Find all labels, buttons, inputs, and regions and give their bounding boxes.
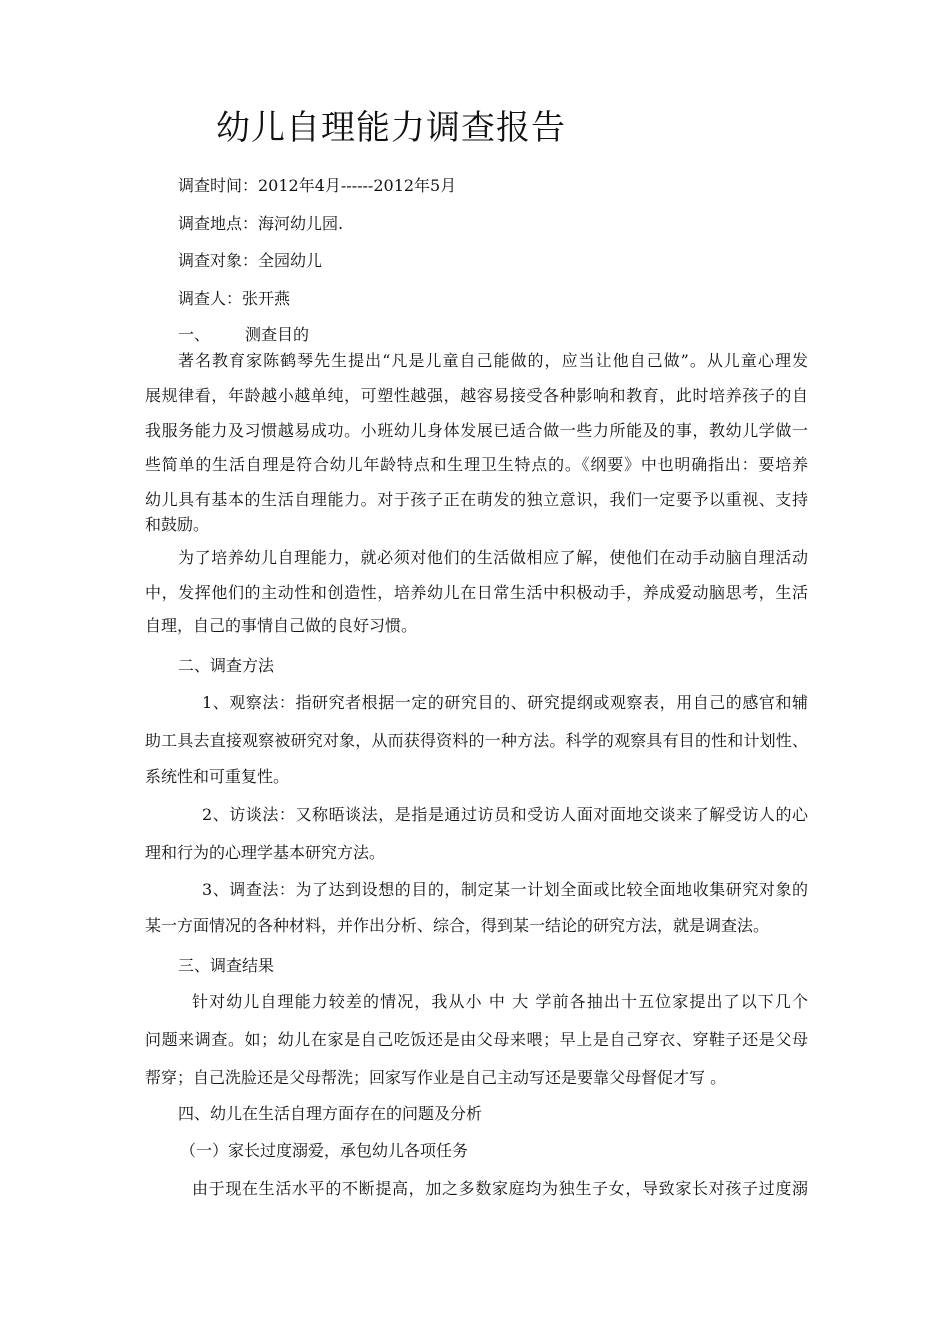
section4-subheading: （一）家长过度溺爱，承包幼儿各项任务 bbox=[180, 1141, 469, 1160]
section3-heading: 三、调查结果 bbox=[178, 956, 275, 975]
method-observation-line: 系统性和可重复性。 bbox=[145, 767, 290, 786]
section1-paragraph1-line: 我服务能力及习惯越易成功。小班幼儿身体发展已适合做一些力所能及的事，教幼儿学做一 bbox=[145, 421, 808, 440]
section1-paragraph1-line: 些简单的生活自理是符合幼儿年龄特点和生理卫生特点的。《纲要》中也明确指出：要培养 bbox=[145, 455, 808, 474]
section1-paragraph2-line: 自理，自己的事情自己做的良好习惯。 bbox=[145, 616, 418, 635]
method-interview-line: 理和行为的心理学基本研究方法。 bbox=[145, 843, 386, 862]
section3-paragraph-line: 帮穿；自己洗脸还是父母帮洗；回家写作业是自己主动写还是要靠父母督促才写 。 bbox=[145, 1068, 727, 1087]
page-title: 幼儿自理能力调查报告 bbox=[216, 108, 566, 148]
survey-subject: 调查对象：全园幼儿 bbox=[178, 251, 323, 270]
section1-paragraph1-line: 著名教育家陈鹤琴先生提出“凡是儿童自己能做的，应当让他自己做”。从儿童心理发 bbox=[178, 351, 808, 370]
method-interview-line: 2、访谈法：又称晤谈法，是指是通过访员和受访人面对面地交谈来了解受访人的心 bbox=[202, 805, 808, 824]
section1-paragraph2-line: 为了培养幼儿自理能力，就必须对他们的生活做相应了解，使他们在动手动脑自理活动 bbox=[178, 548, 808, 567]
section1-paragraph1-line: 展规律看，年龄越小越单纯，可塑性越强，越容易接受各种影响和教育，此时培养孩子的自 bbox=[145, 386, 808, 405]
section1-paragraph1-line: 幼儿具有基本的生活自理能力。对于孩子正在萌发的独立意识，我们一定要予以重视、支持 bbox=[145, 490, 808, 509]
method-observation-line: 1、观察法：指研究者根据一定的研究目的、研究提纲或观察表，用自己的感官和辅 bbox=[202, 693, 808, 712]
survey-time: 调查时间：2012年4月------2012年5月 bbox=[178, 176, 457, 195]
survey-investigator: 调查人：张开燕 bbox=[178, 289, 291, 308]
method-survey-line: 某一方面情况的各种材料，并作出分析、综合，得到某一结论的研究方法，就是调查法。 bbox=[145, 916, 770, 935]
method-survey-line: 3、调查法：为了达到设想的目的，制定某一计划全面或比较全面地收集研究对象的 bbox=[202, 880, 808, 899]
section1-paragraph2-line: 中，发挥他们的主动性和创造性，培养幼儿在日常生活中积极动手，养成爱动脑思考，生活 bbox=[145, 583, 808, 602]
survey-place: 调查地点：海河幼儿园. bbox=[178, 214, 344, 233]
section3-paragraph-line: 针对幼儿自理能力较差的情况，我从小 中 大 学前各抽出十五位家提出了以下几个 bbox=[192, 992, 808, 1011]
section4-heading: 四、幼儿在生活自理方面存在的问题及分析 bbox=[178, 1104, 483, 1123]
section1-heading-text: 测查目的 bbox=[245, 325, 310, 344]
section4-paragraph-line: 由于现在生活水平的不断提高，加之多数家庭均为独生子女，导致家长对孩子过度溺 bbox=[192, 1179, 808, 1198]
section3-paragraph-line: 问题来调查。如；幼儿在家是自己吃饭还是由父母来喂；早上是自己穿衣、穿鞋子还是父母 bbox=[145, 1030, 808, 1049]
method-observation-line: 助工具去直接观察被研究对象，从而获得资料的一种方法。科学的观察具有目的性和计划性、 bbox=[145, 731, 808, 750]
section1-heading-number: 一、 bbox=[178, 325, 211, 344]
section1-paragraph1-line: 和鼓励。 bbox=[145, 515, 210, 534]
section2-heading: 二、调查方法 bbox=[178, 656, 275, 675]
